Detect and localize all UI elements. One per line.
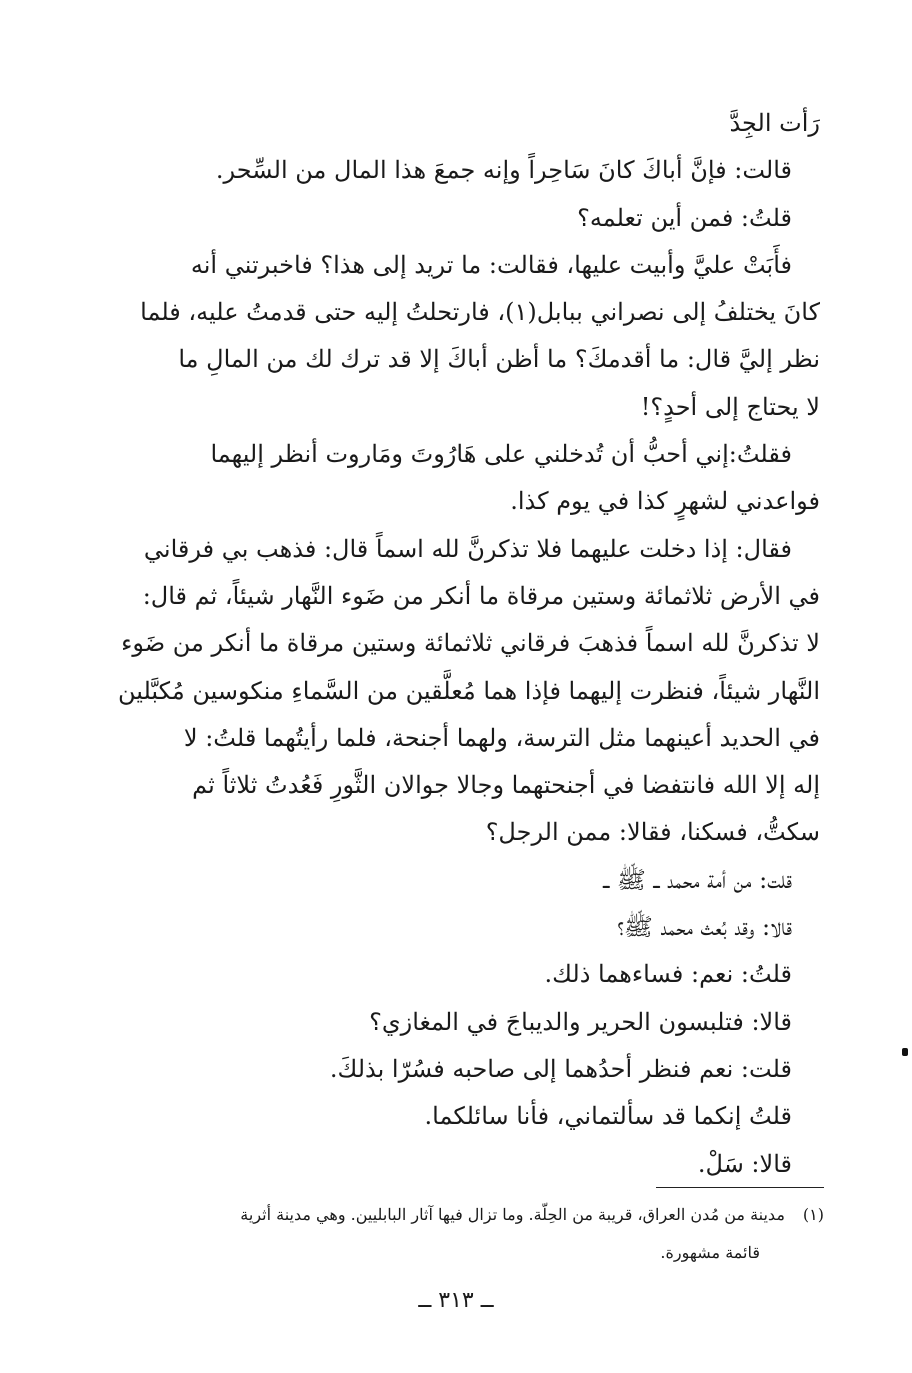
text-line: قلتُ: فمن أين تعلمه؟ <box>577 203 792 232</box>
text-line: في الأرض ثلاثمائة وستين مرقاة ما أنكر من ضَوء النَّهار شيئاً، ثم قال: <box>142 581 820 610</box>
text-line: سكتُّ، فسكنا، فقالا: ممن الرجل؟ <box>485 818 820 847</box>
text-line: قالت: فإنَّ أباكَ كانَ سَاحِراً وإنه جمعَ هذا المال من السِّحر. <box>215 156 792 185</box>
page-number: ــ ٣١٣ ــ <box>418 1288 494 1313</box>
footnote <box>98 1196 824 1272</box>
text-line: في الحديد أعينهما مثل الترسة، ولهما أجنحة، فلما رأيتُهما قلتُ: لا <box>183 723 820 752</box>
text-line: قلتُ: نعم: فساءهما ذلك. <box>544 960 792 989</box>
page-body <box>98 100 820 1188</box>
text-line: لا تذكرنَّ لله اسماً فذهبَ فرقاني ثلاثمائة وستين مرقاة ما أنكر من ضَوء <box>121 629 820 658</box>
footnote-number: (١) <box>802 1205 824 1224</box>
footnote-divider <box>656 1187 824 1188</box>
footnote-text: مدينة من مُدن العراق، قريبة من الحِلّة. وما تزال فيها آثار البابليين. وهي مدينة أثرية <box>240 1205 785 1224</box>
text-line: فقلتُ:إني أحبُّ أن تُدخلني على هَارُوتَ ومَاروت أنظر إليهما <box>210 440 792 469</box>
text-line: لا يحتاج إلى أحدٍ؟! <box>640 392 820 421</box>
footnote-line: قائمة مشهورة. <box>660 1243 760 1262</box>
text-line: إله إلا الله فانتفضا في أجنحتهما وجالا جوالان الثَّورِ فَعُدتُ ثلاثاً ثم <box>192 771 820 800</box>
text-line: قلتُ إنكما قد سألتماني، فأنا سائلكما. <box>424 1102 792 1131</box>
text-line: قلت: من أمة محمد ــ ﷺ ــ <box>603 865 792 894</box>
text-line: فواعدني لشهرٍ كذا في يوم كذا. <box>510 487 820 516</box>
text-line: رَأت الجِدَّ <box>729 109 820 137</box>
scan-mark <box>902 1048 908 1056</box>
main-text <box>98 100 820 1188</box>
text-line: قالا: وقد بُعث محمد ﷺ؟ <box>617 913 792 942</box>
text-line: قالا: فتلبسون الحرير والديباجَ في المغازي؟ <box>369 1007 792 1036</box>
footnote-line <box>98 1196 824 1234</box>
text-line: نظر إليَّ قال: ما أقدمكَ؟ ما أظن أباكَ إلا قد ترك لك من المالِ ما <box>178 345 820 374</box>
text-line: قلت: نعم فنظر أحدُهما إلى صاحبه فسُرّا بذلكَ. <box>329 1054 792 1083</box>
text-line: كانَ يختلفُ إلى نصراني ببابل(١)، فارتحلتُ إليه حتى قدمتُ عليه، فلما <box>140 298 820 327</box>
text-line: فقال: إذا دخلت عليهما فلا تذكرنَّ لله اسماً قال: فذهب بي فرقاني <box>143 534 792 563</box>
text-line: النَّهار شيئاً، فنظرت إليهما فإذا هما مُعلَّقين من السَّماءِ منكوسين مُكبَّلين <box>117 676 820 705</box>
text-line: فأَبَتْ عليَّ وأبيت عليها، فقالت: ما تريد إلى هذا؟ فاخبرتني أنه <box>190 250 792 279</box>
text-line: قالا: سَلْ. <box>697 1149 792 1178</box>
